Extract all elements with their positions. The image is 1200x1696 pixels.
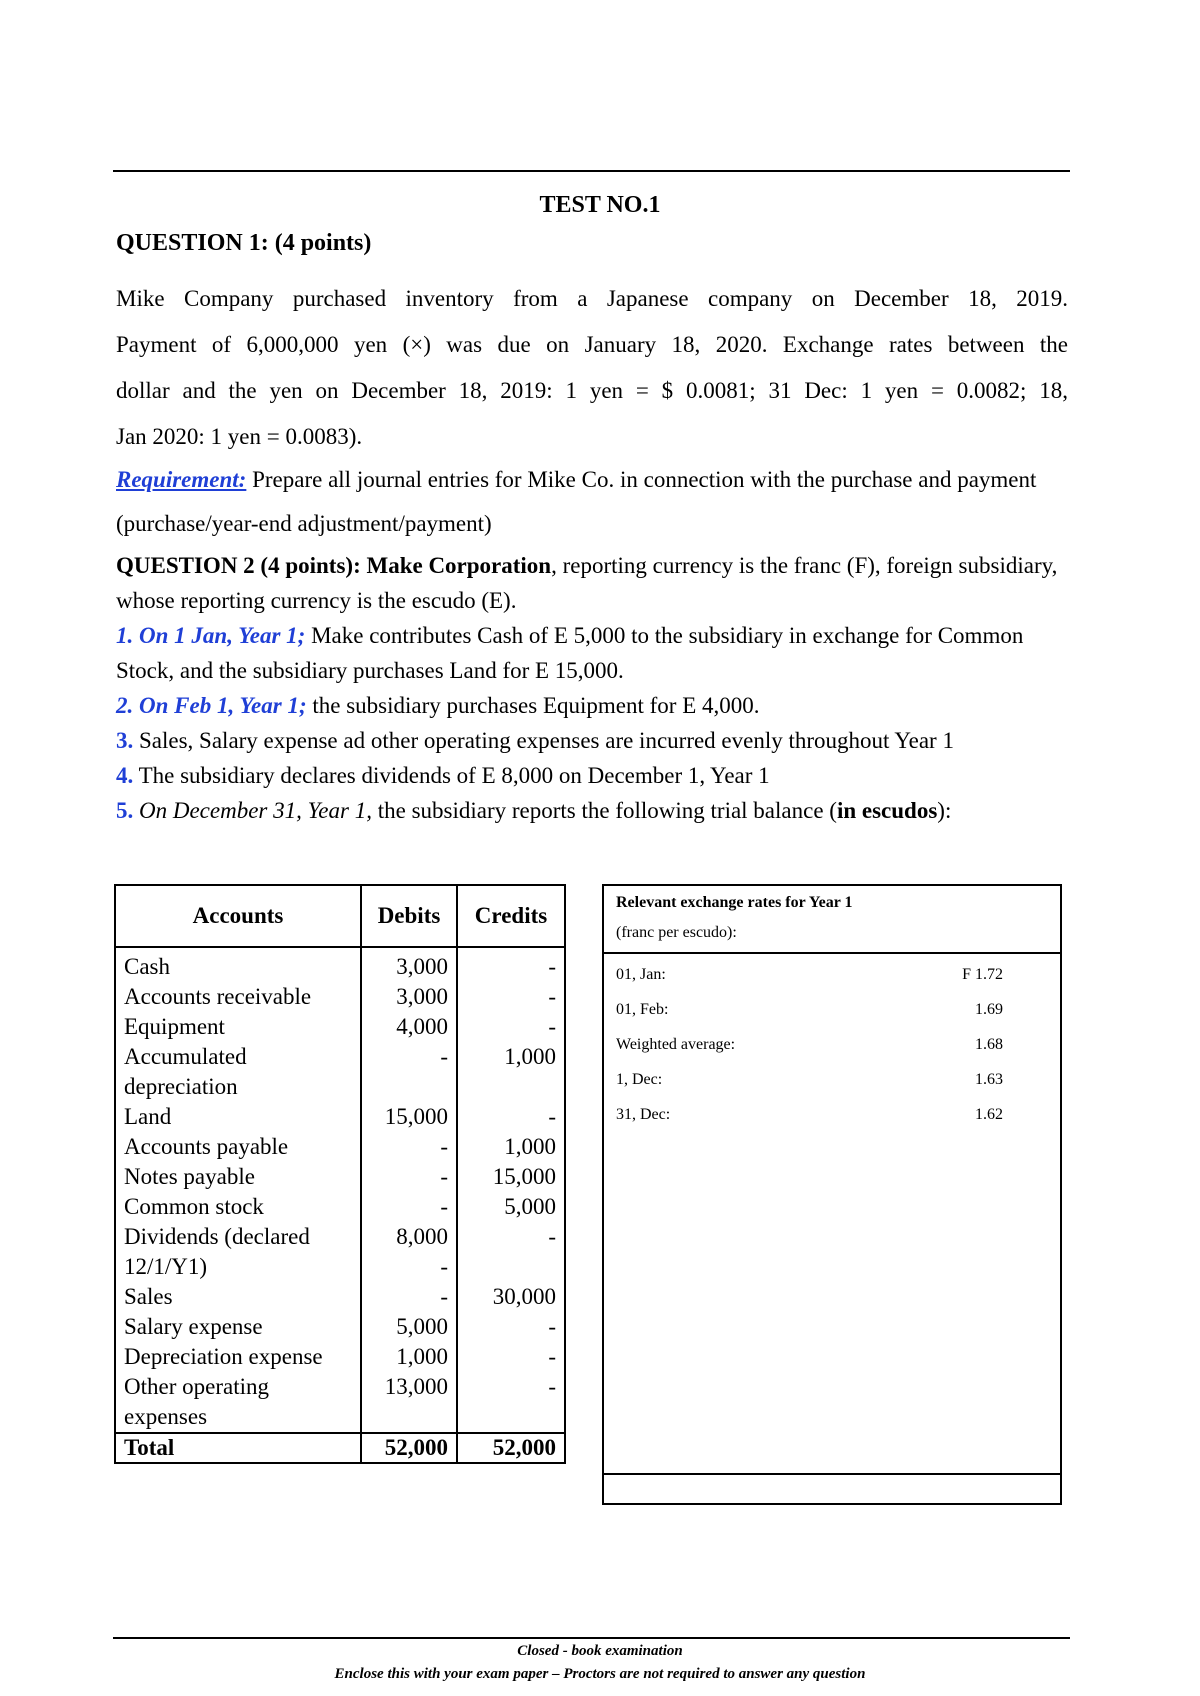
account-cell: Sales xyxy=(115,1282,361,1312)
trial-balance-table xyxy=(114,884,566,1464)
item-label: 1. On 1 Jan, Year 1; xyxy=(116,623,306,648)
item-italic: On December 31, Year 1, xyxy=(133,798,372,823)
question1-line: Payment of 6,000,000 yen (×) was due on January 18, 2020. Exchange rates between the xyxy=(116,332,1068,357)
credit-cell: - xyxy=(457,1012,565,1042)
rates-footer-cell xyxy=(604,1473,1060,1503)
question2-item-2 xyxy=(116,688,1068,723)
debit-cell: - xyxy=(361,1132,457,1162)
rate-value: 1.68 xyxy=(975,1036,1003,1053)
rate-date: 1, Dec: xyxy=(616,1071,663,1088)
debit-cell: 4,000 xyxy=(361,1012,457,1042)
rate-row xyxy=(616,992,1048,1027)
credit-cell: - xyxy=(457,982,565,1012)
credit-cell: - xyxy=(457,1102,565,1132)
rate-row xyxy=(616,1097,1048,1132)
page-title: TEST NO.1 xyxy=(539,192,661,218)
item-label: 2. On Feb 1, Year 1; xyxy=(116,693,307,718)
question2-intro-text: , reporting currency is the franc (F), foreign subsidiary, whose reporting currency is the escudo (E). xyxy=(116,553,1058,613)
debit-cell: - xyxy=(361,1282,457,1312)
requirement xyxy=(116,458,1068,546)
question1-line: dollar and the yen on December 18, 2019: 1 yen = $ 0.0081; 31 Dec: 1 yen = 0.0082; 18, xyxy=(116,378,1068,403)
rate-value: 1.62 xyxy=(975,1106,1003,1123)
account-cell: Salary expense xyxy=(115,1312,361,1342)
question2-heading: QUESTION 2 (4 points): Make Corporation xyxy=(116,553,552,578)
rate-row xyxy=(616,1027,1048,1062)
question2-item-3 xyxy=(116,723,1068,758)
header-credits: Credits xyxy=(457,885,565,947)
rates-heading: Relevant exchange rates for Year 1 xyxy=(616,894,853,911)
item-label: 4. xyxy=(116,763,134,788)
account-cell: Land xyxy=(115,1102,361,1132)
credit-cell: 15,000 xyxy=(457,1162,565,1192)
account-cell: Equipment xyxy=(115,1012,361,1042)
rate-date: 01, Jan: xyxy=(616,966,666,983)
question2-item-1 xyxy=(116,618,1068,688)
debit-cell: 5,000 xyxy=(361,1312,457,1342)
account-cell: Other operating expenses xyxy=(115,1372,361,1433)
requirement-label: Requirement: xyxy=(116,467,247,492)
credit-cell: - xyxy=(457,947,565,982)
account-cell: Dividends (declared 12/1/Y1) xyxy=(115,1222,361,1282)
debit-cell: 3,000 xyxy=(361,947,457,982)
footer-line-1: Closed - book examination xyxy=(517,1643,683,1659)
rate-date: 31, Dec: xyxy=(616,1106,671,1123)
table-row xyxy=(115,1342,565,1372)
rate-row xyxy=(616,1062,1048,1097)
debit-cell: 13,000 xyxy=(361,1372,457,1433)
item-label: 3. xyxy=(116,728,134,753)
account-cell: Notes payable xyxy=(115,1162,361,1192)
debit-cell: - xyxy=(361,1042,457,1102)
account-cell: Depreciation expense xyxy=(115,1342,361,1372)
rates-header xyxy=(604,886,1060,954)
item-text: the subsidiary purchases Equipment for E 4,000. xyxy=(306,693,760,718)
item-text: Sales, Salary expense ad other operating expenses are incurred evenly throughout Year 1 xyxy=(133,728,954,753)
question2-item-4 xyxy=(116,758,1068,793)
rate-value: 1.69 xyxy=(975,1001,1003,1018)
item-label: 5. xyxy=(116,798,134,823)
total-debits: 52,000 xyxy=(361,1433,457,1463)
rate-date: Weighted average: xyxy=(616,1036,736,1053)
account-cell: Common stock xyxy=(115,1192,361,1222)
credit-cell: 1,000 xyxy=(457,1042,565,1102)
credit-cell: - xyxy=(457,1342,565,1372)
question1-line: Mike Company purchased inventory from a Japanese company on December 18, 2019. xyxy=(116,286,1068,311)
table-row xyxy=(115,1192,565,1222)
table-row xyxy=(115,982,565,1012)
rate-row xyxy=(616,957,1048,992)
account-cell: Accounts receivable xyxy=(115,982,361,1012)
account-cell: Accumulated depreciation xyxy=(115,1042,361,1102)
header-accounts: Accounts xyxy=(115,885,361,947)
footer-line-2: Enclose this with your exam paper – Proctors are not required to answer any question xyxy=(334,1666,866,1682)
table-row xyxy=(115,1312,565,1342)
account-cell: Cash xyxy=(115,947,361,982)
table-row xyxy=(115,1132,565,1162)
debit-cell: - xyxy=(361,1162,457,1192)
total-row xyxy=(115,1433,565,1463)
rate-value: F 1.72 xyxy=(962,966,1003,983)
item-end: ): xyxy=(937,798,952,823)
debit-cell: 15,000 xyxy=(361,1102,457,1132)
question2-intro xyxy=(116,548,1068,618)
table-row xyxy=(115,1372,565,1433)
table-row xyxy=(115,1012,565,1042)
bottom-rule xyxy=(113,1637,1070,1639)
table-row xyxy=(115,1222,565,1282)
credit-cell: 1,000 xyxy=(457,1132,565,1162)
total-label: Total xyxy=(115,1433,361,1463)
question1-body xyxy=(116,276,1068,460)
credit-cell: - xyxy=(457,1222,565,1282)
debit-cell: 8,000 - xyxy=(361,1222,457,1282)
account-cell: Accounts payable xyxy=(115,1132,361,1162)
item-text: Make contributes Cash of E 5,000 to the subsidiary in exchange for Common Stock, and the subsidiary purchases Land for E 15,000. xyxy=(116,623,1024,683)
table-row xyxy=(115,1162,565,1192)
debit-cell: 3,000 xyxy=(361,982,457,1012)
total-credits: 52,000 xyxy=(457,1433,565,1463)
rate-date: 01, Feb: xyxy=(616,1001,669,1018)
question1-heading: QUESTION 1: (4 points) xyxy=(116,230,372,256)
item-text: the subsidiary reports the following trial balance ( xyxy=(371,798,837,823)
rates-list xyxy=(604,954,1060,1473)
credit-cell: 5,000 xyxy=(457,1192,565,1222)
top-rule xyxy=(113,170,1070,172)
question2 xyxy=(116,548,1068,828)
item-bold: in escudos xyxy=(836,798,938,823)
table-row xyxy=(115,1042,565,1102)
exchange-rates-box xyxy=(602,884,1062,1505)
debit-cell: 1,000 xyxy=(361,1342,457,1372)
credit-cell: 30,000 xyxy=(457,1282,565,1312)
item-text: The subsidiary declares dividends of E 8,000 on December 1, Year 1 xyxy=(133,763,770,788)
debit-cell: - xyxy=(361,1192,457,1222)
table-body xyxy=(115,947,565,1433)
header-debits: Debits xyxy=(361,885,457,947)
table-header-row xyxy=(115,885,565,947)
credit-cell: - xyxy=(457,1312,565,1342)
question2-item-5 xyxy=(116,793,1068,828)
table-row xyxy=(115,1282,565,1312)
requirement-text: Prepare all journal entries for Mike Co. in connection with the purchase and payment (purchase/year-end adjustment/payment) xyxy=(116,467,1037,536)
table-row xyxy=(115,947,565,982)
credit-cell: - xyxy=(457,1372,565,1433)
rates-subheading: (franc per escudo): xyxy=(616,924,737,941)
rate-value: 1.63 xyxy=(975,1071,1003,1088)
question1-line: Jan 2020: 1 yen = 0.0083). xyxy=(116,424,363,449)
table-row xyxy=(115,1102,565,1132)
